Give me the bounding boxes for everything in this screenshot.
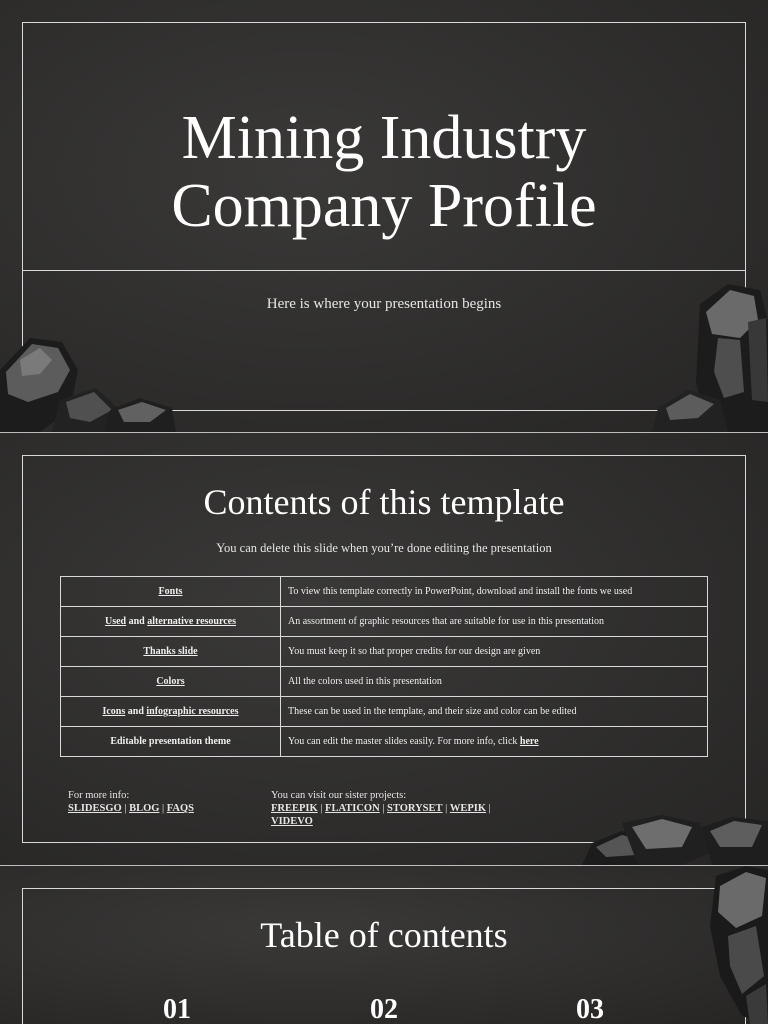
coal-rock-column-icon bbox=[706, 866, 768, 1024]
row-value bbox=[281, 727, 708, 757]
videvo-link[interactable]: VIDEVO bbox=[271, 816, 313, 827]
row-key bbox=[61, 607, 281, 637]
wepik-link[interactable]: WEPIK bbox=[449, 803, 487, 814]
more-info-links bbox=[68, 802, 194, 815]
slide-title bbox=[0, 0, 768, 432]
more-info-block bbox=[68, 789, 194, 815]
colors-link[interactable]: Colors bbox=[156, 676, 185, 687]
blog-link[interactable]: BLOG bbox=[129, 803, 160, 814]
table-row bbox=[61, 637, 708, 667]
row-key bbox=[61, 637, 281, 667]
separator: | bbox=[159, 803, 167, 814]
row-value: To view this template correctly in PowerPoint, download and install the fonts we used bbox=[281, 577, 708, 607]
slide-table-of-contents bbox=[0, 866, 768, 1024]
freepik-link[interactable]: FREEPIK bbox=[271, 803, 318, 814]
section-number-01: 01 bbox=[163, 994, 191, 1024]
table-row bbox=[61, 607, 708, 637]
slide-contents-of-template bbox=[0, 433, 768, 865]
more-info-label: For more info: bbox=[68, 790, 130, 801]
row-key bbox=[61, 697, 281, 727]
faqs-link[interactable]: FAQS bbox=[166, 803, 194, 814]
row-value: These can be used in the template, and their size and color can be edited bbox=[281, 697, 708, 727]
table-row bbox=[61, 577, 708, 607]
flaticon-link[interactable]: FLATICON bbox=[325, 803, 380, 814]
row-value: An assortment of graphic resources that are suitable for use in this presentation bbox=[281, 607, 708, 637]
row-value: All the colors used in this presentation bbox=[281, 667, 708, 697]
separator: | bbox=[317, 803, 326, 814]
table-row bbox=[61, 667, 708, 697]
row-value: You must keep it so that proper credits for our design are given bbox=[281, 637, 708, 667]
section-number-02: 02 bbox=[370, 994, 398, 1024]
table-row bbox=[61, 697, 708, 727]
fonts-link[interactable]: Fonts bbox=[158, 586, 183, 597]
used-link[interactable]: Used bbox=[104, 616, 127, 627]
slide-title: Contents of this template bbox=[203, 482, 565, 522]
slide-title: Table of contents bbox=[260, 915, 508, 955]
row-key: Editable presentation theme bbox=[61, 727, 281, 757]
separator: | bbox=[442, 803, 450, 814]
key-joiner: and bbox=[126, 616, 148, 627]
sister-projects-links bbox=[271, 802, 521, 828]
sister-projects-label: You can visit our sister projects: bbox=[271, 790, 407, 801]
thanks-slide-link[interactable]: Thanks slide bbox=[143, 646, 198, 657]
coal-rocks-left-icon bbox=[0, 330, 180, 432]
icons-link[interactable]: Icons bbox=[102, 706, 126, 717]
separator: | bbox=[121, 803, 130, 814]
separator: | bbox=[379, 803, 388, 814]
presentation-subtitle: Here is where your presentation begins bbox=[266, 296, 502, 312]
table-row bbox=[61, 727, 708, 757]
section-number-03: 03 bbox=[576, 994, 604, 1024]
title-line-1: Mining Industry bbox=[181, 104, 587, 172]
resources-table bbox=[60, 576, 708, 757]
slide-subtitle: You can delete this slide when you’re done editing the presentation bbox=[216, 541, 552, 555]
separator: | bbox=[486, 803, 491, 814]
row-key bbox=[61, 667, 281, 697]
coal-rocks-bottom-right-icon bbox=[582, 813, 768, 865]
alternative-resources-link[interactable]: alternative resources bbox=[147, 616, 237, 627]
title-line-2: Company Profile bbox=[171, 172, 597, 240]
divider-line bbox=[22, 270, 746, 271]
row-value-text: You can edit the master slides easily. For more info, click bbox=[288, 736, 520, 747]
sister-projects-block bbox=[271, 789, 521, 828]
storyset-link[interactable]: STORYSET bbox=[387, 803, 443, 814]
presentation-title bbox=[0, 104, 768, 240]
infographic-resources-link[interactable]: infographic resources bbox=[146, 706, 239, 717]
key-joiner: and bbox=[125, 706, 147, 717]
here-link[interactable]: here bbox=[519, 736, 539, 747]
slidesgo-link[interactable]: SLIDESGO bbox=[68, 803, 122, 814]
coal-rocks-right-icon bbox=[648, 282, 768, 432]
row-key[interactable] bbox=[61, 577, 281, 607]
